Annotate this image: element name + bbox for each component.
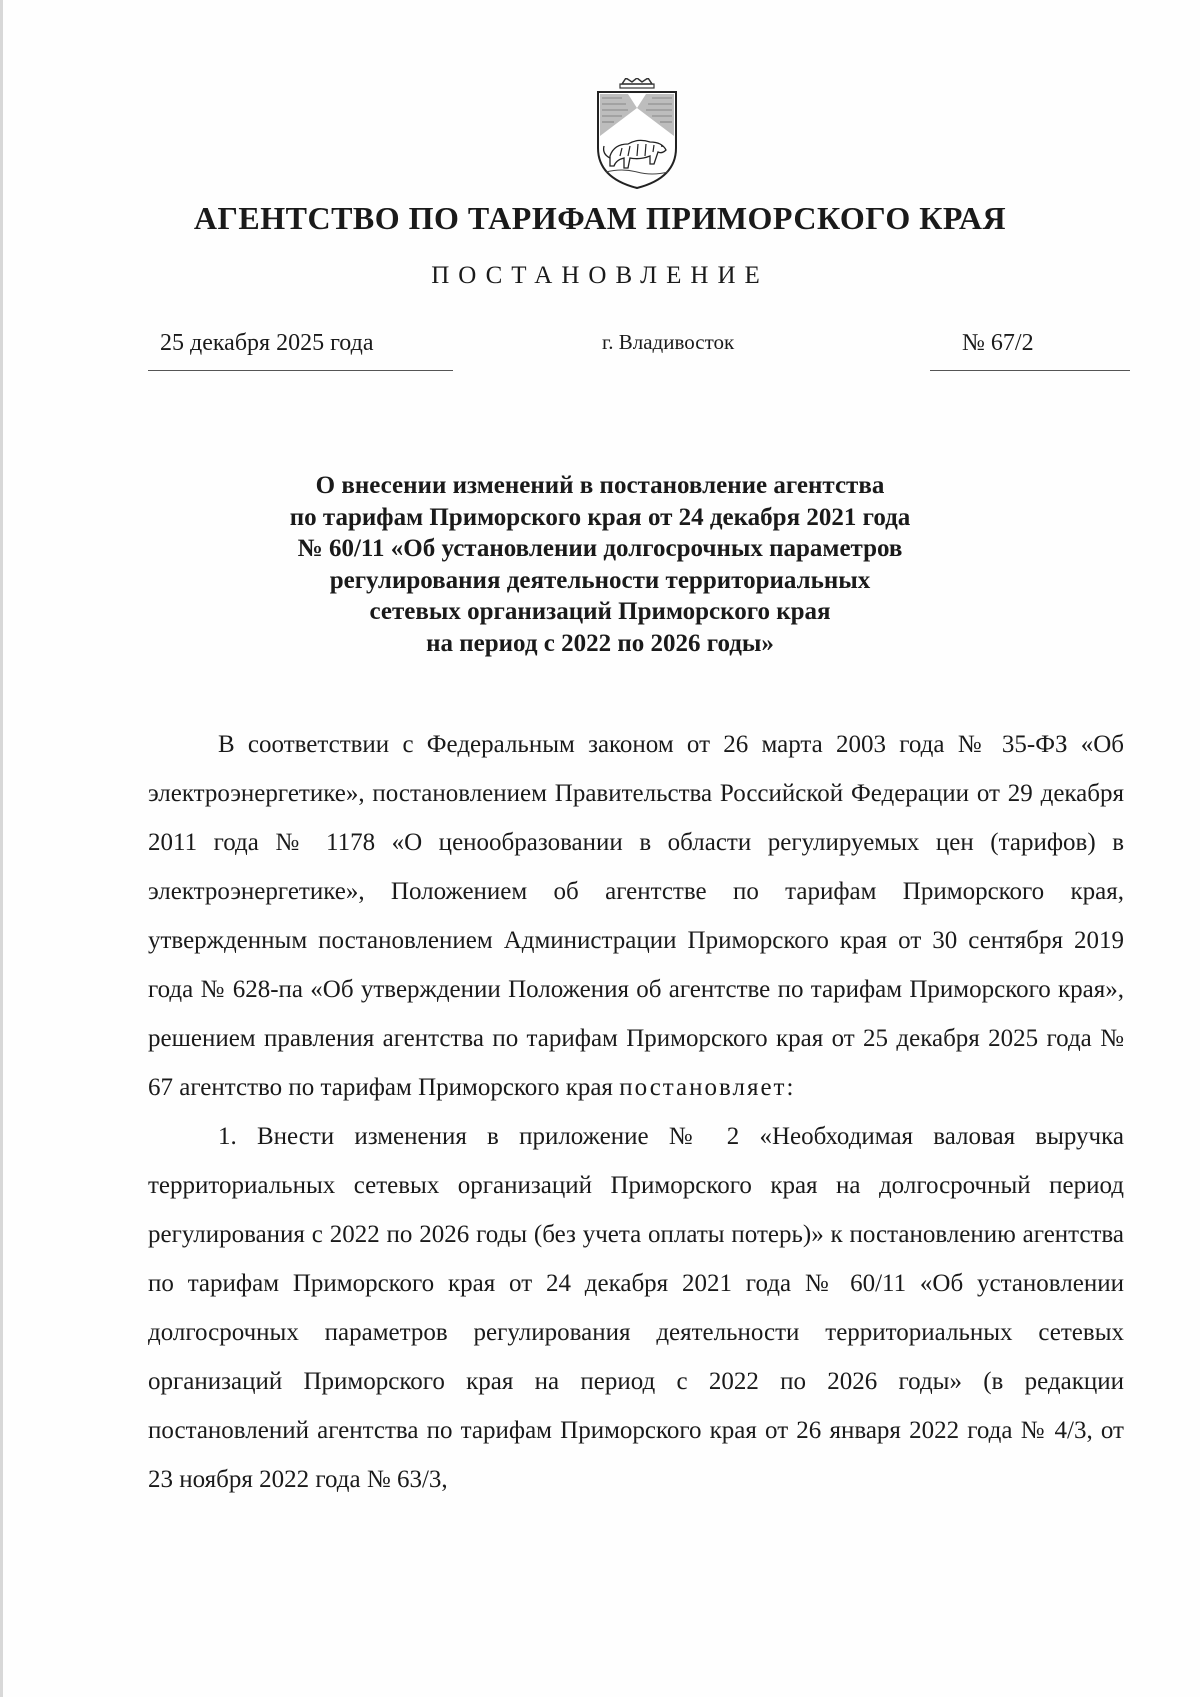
document-number: № 67/2 [962, 330, 1034, 356]
document-date: 25 декабря 2025 года [160, 330, 374, 356]
date-underline [148, 370, 453, 371]
title-line: О внесении изменений в постановление агентства [315, 472, 885, 499]
document-body [148, 720, 1124, 1504]
agency-name: АГЕНТСТВО ПО ТАРИФАМ ПРИМОРСКОГО КРАЯ [193, 200, 1007, 236]
title-line: № 60/11 «Об установлении долгосрочных параметров [297, 535, 903, 562]
item-1-paragraph: 1. Внести изменения в приложение № 2 «Необходимая валовая выручка территориальных сетевых организаций Приморского края на долгосрочный период регулирования с 2022 по 2026 годы (без учета оплаты потерь)» к постановлению агентства по тарифам Приморского края от 24 декабря 2021 года № 60/11 «Об установлении долгосрочных параметров регулирования деятельности территориальных сетевых организаций Приморского края на период с 2022 по 2026 годы» (в редакции постановлений агентства по тарифам Приморского края от 26 января 2022 года № 4/3, от 23 ноября 2022 года № 63/3, [148, 1123, 1124, 1493]
document-city: г. Владивосток [602, 330, 735, 354]
scan-edge [0, 0, 3, 1697]
title-line: по тарифам Приморского края от 24 декабря 2021 года [289, 503, 911, 531]
preamble-paragraph [148, 720, 1124, 1112]
preamble-text: В соответствии с Федеральным законом от 26 марта 2003 года № 35-ФЗ «Об электроэнергетике», постановлением Правительства Российской Федерации от 29 декабря 2011 года № 1178 «О ценообразовании в области регулируемых цен (тарифов) в электроэнергетике», Положением об агентстве по тарифам Приморского края, утвержденным постановлением Администрации Приморского края от 30 сентября 2019 года № 628-па «Об утверждении Положения об агентстве по тарифам Приморского края», решением правления агентства по тарифам Приморского края от 25 декабря 2025 года № 67 агентство по тарифам Приморского края [148, 731, 1124, 1101]
resolves-word: постановляет: [619, 1074, 796, 1101]
title-line: регулирования деятельности территориальных [329, 566, 871, 594]
title-line: на период с 2022 по 2026 годы» [426, 629, 774, 657]
coat-of-arms-icon [592, 78, 682, 190]
document-type: ПОСТАНОВЛЕНИЕ [431, 262, 769, 289]
title-line: сетевых организаций Приморского края [369, 598, 831, 625]
document-title [0, 470, 1200, 659]
number-underline [930, 370, 1130, 371]
